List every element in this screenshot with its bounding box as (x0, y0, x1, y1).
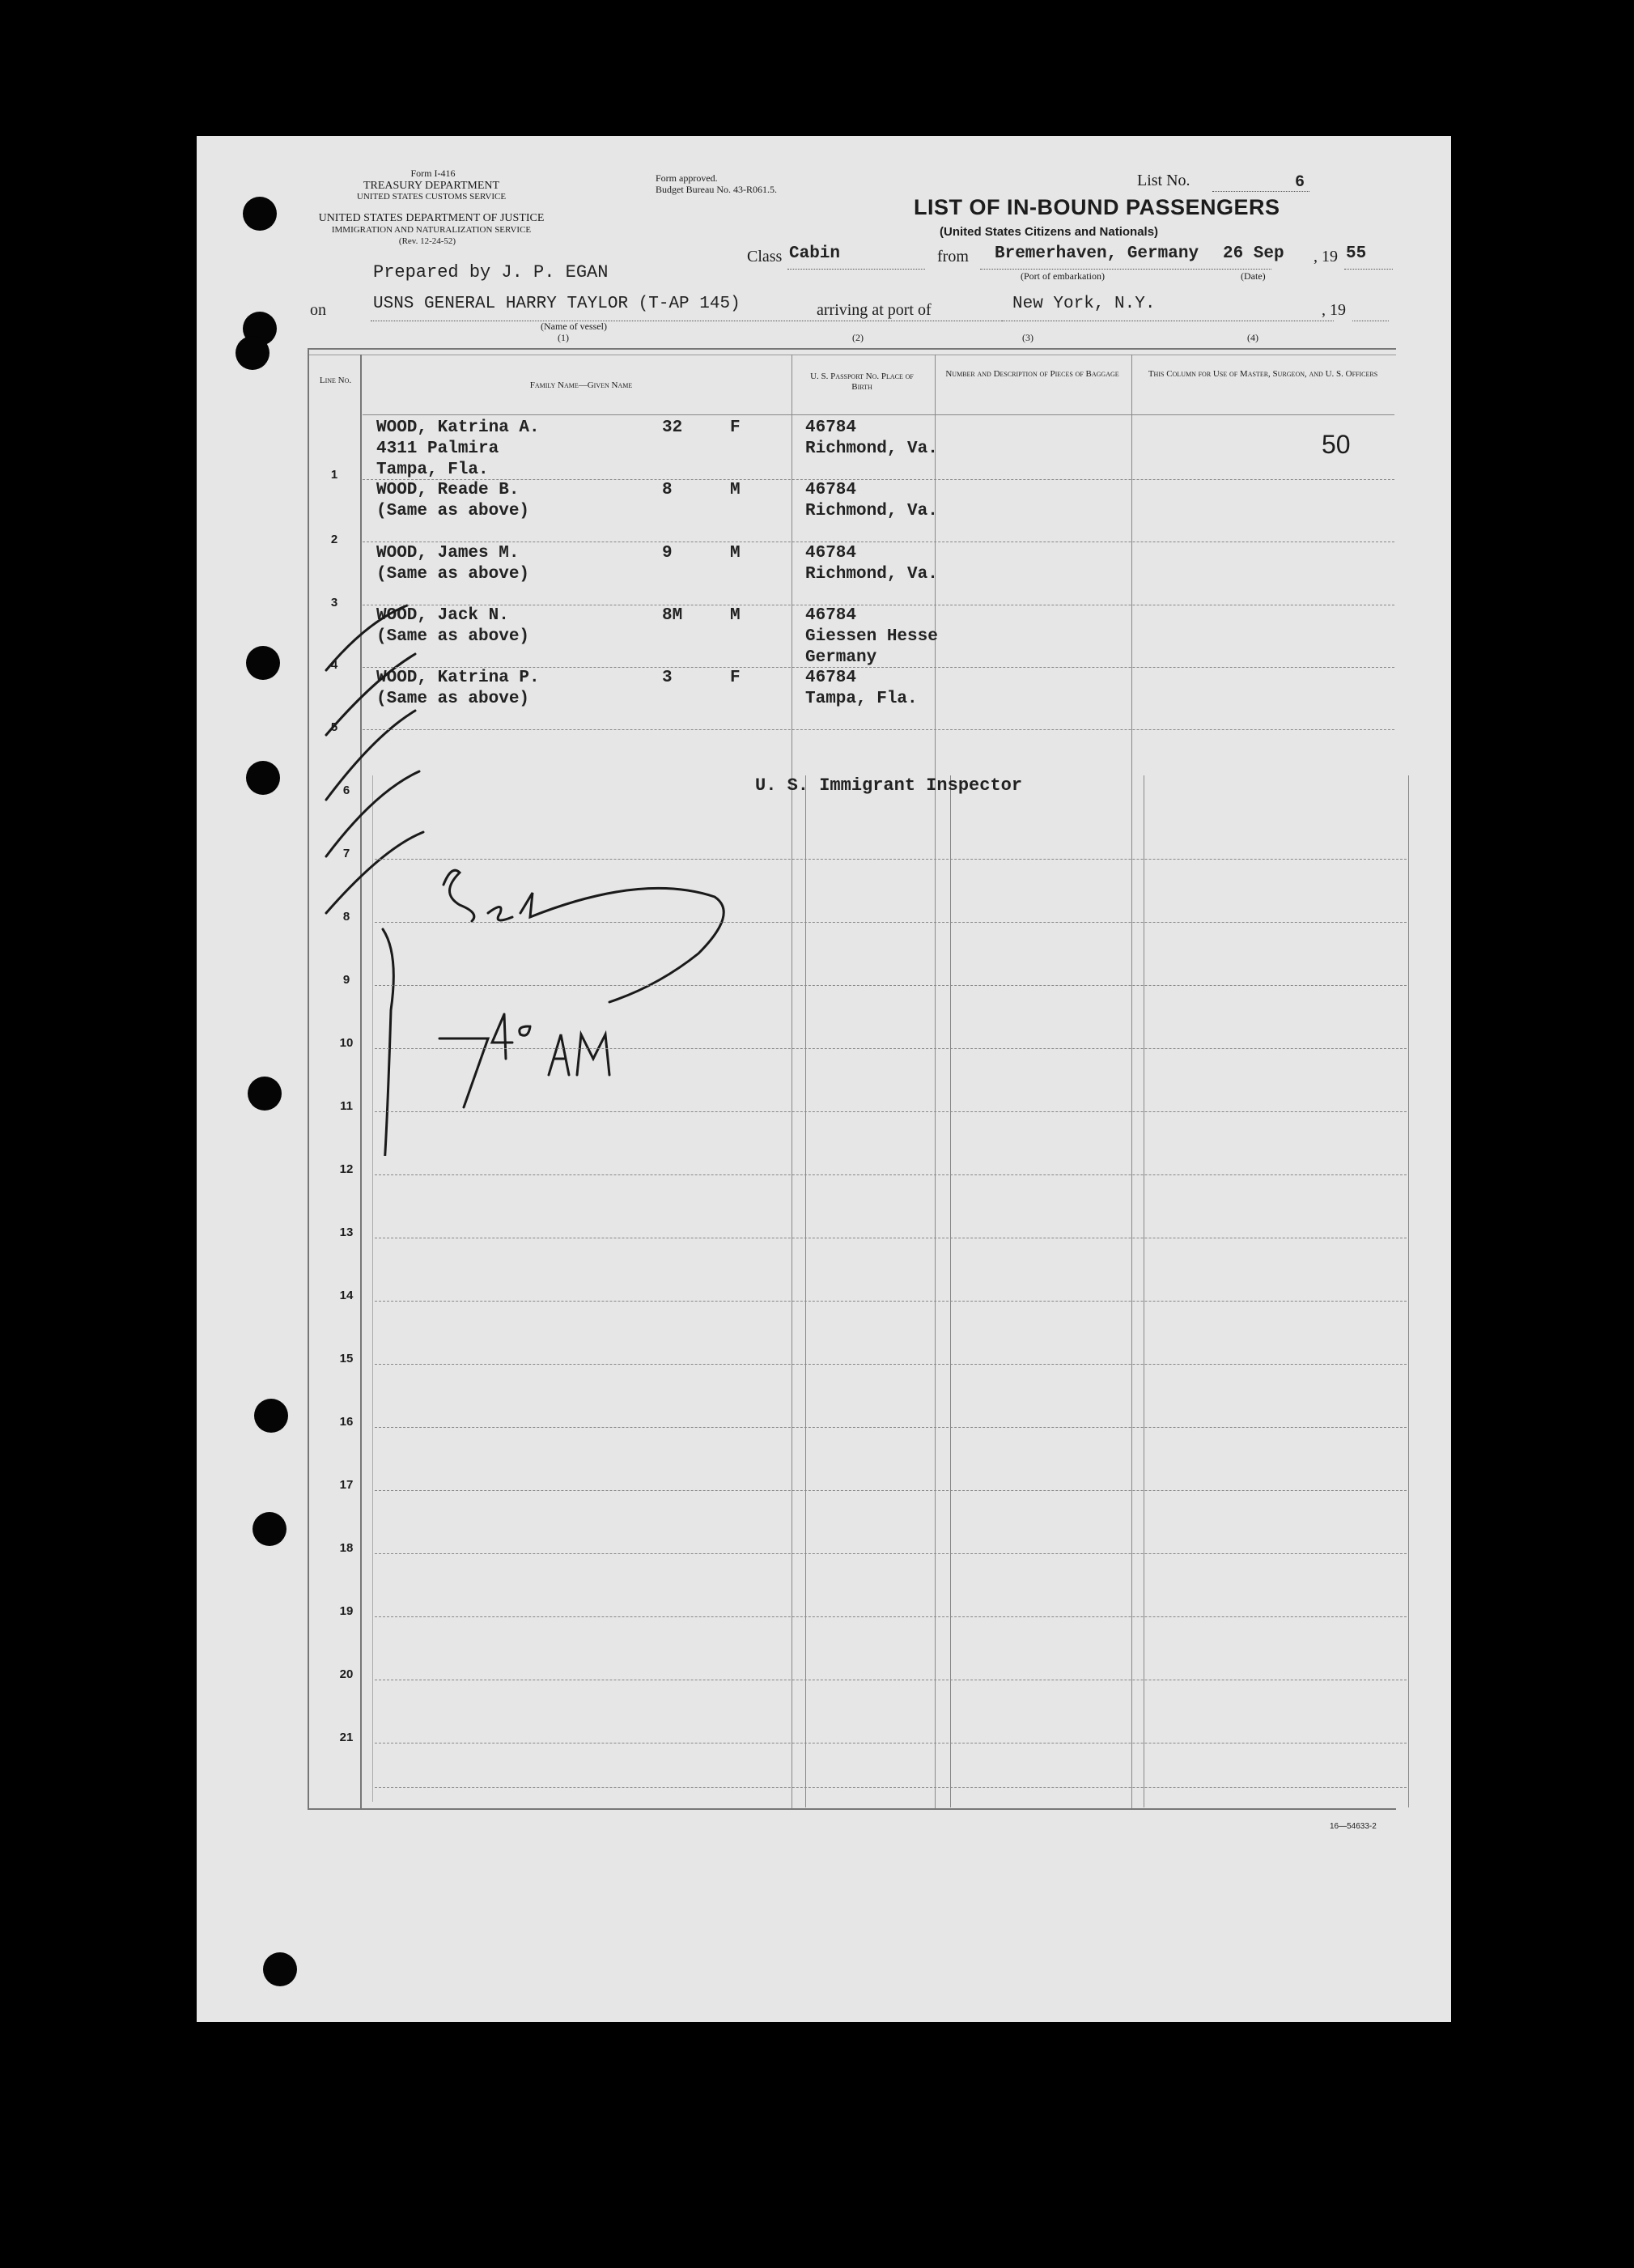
ins-service: IMMIGRATION AND NATURALIZATION SERVICE (331, 225, 532, 235)
binder-hole (253, 1512, 286, 1546)
passenger-name: WOOD, Katrina P. (376, 669, 540, 687)
arriving-port: New York, N.Y. (1012, 295, 1156, 313)
page-subtitle: (United States Citizens and Nationals) (940, 225, 1159, 239)
col-officers-header: This Column for Use of Master, Surgeon, and U. S. Officers (1148, 369, 1378, 379)
passport-no: 46784 (805, 481, 857, 499)
line-number: 3 (330, 596, 338, 609)
footer-code: 16—54633-2 (1330, 1822, 1377, 1831)
passenger-city: Tampa, Fla. (376, 461, 489, 479)
passenger-sex: M (730, 481, 741, 499)
from-port: Bremerhaven, Germany (995, 244, 1199, 263)
line-number: 5 (330, 720, 338, 734)
line-number: 4 (330, 658, 338, 672)
line-number: 14 (339, 1289, 354, 1302)
table-top-rule (308, 348, 1396, 350)
port-caption: (Port of embarkation) (1021, 270, 1105, 282)
budget-bureau-no: Budget Bureau No. 43-R061.5. (656, 184, 777, 195)
passenger-age: 8 (662, 481, 673, 499)
col-name-header: Family Name—Given Name (529, 380, 633, 390)
birthplace: Richmond, Va. (805, 502, 938, 520)
line-number: 10 (339, 1036, 354, 1050)
revision-date: (Rev. 12-24-52) (398, 236, 456, 246)
arriving-label: arriving at port of (817, 301, 932, 319)
binder-hole (248, 1077, 282, 1111)
birthplace: Richmond, Va. (805, 440, 938, 458)
passenger-name: WOOD, Jack N. (376, 606, 509, 625)
passport-no: 46784 (805, 418, 857, 437)
passenger-age: 9 (662, 544, 673, 563)
manifest-sheet (197, 136, 1451, 2022)
date-caption: (Date) (1241, 270, 1266, 282)
col-baggage-header: Number and Description of Pieces of Baggage (945, 369, 1119, 379)
line-number: 12 (339, 1162, 354, 1176)
line-number: 20 (339, 1667, 354, 1681)
passenger-address: (Same as above) (376, 690, 530, 708)
binder-hole (236, 336, 270, 370)
binder-hole (246, 761, 280, 795)
passenger-address: (Same as above) (376, 627, 530, 646)
date-value: 26 Sep (1223, 244, 1284, 263)
col4-number: (4) (1247, 332, 1258, 343)
birthplace: Tampa, Fla. (805, 690, 918, 708)
binder-hole (254, 1399, 288, 1433)
line-number: 8 (342, 910, 350, 924)
list-no-value: 6 (1295, 173, 1305, 192)
line-number: 1 (330, 468, 338, 482)
list-no-label: List No. (1137, 172, 1190, 189)
passenger-sex: F (730, 418, 741, 437)
vessel-caption: (Name of vessel) (541, 321, 607, 332)
line-number: 17 (339, 1478, 354, 1492)
customs-service: UNITED STATES CUSTOMS SERVICE (356, 192, 507, 202)
binder-hole (243, 197, 277, 231)
class-label: Class (747, 248, 783, 265)
passenger-age: 3 (662, 669, 673, 687)
line-number: 7 (342, 847, 350, 860)
line-number: 19 (339, 1604, 354, 1618)
inspector-stamp: U. S. Immigrant Inspector (755, 775, 1023, 796)
line-number: 9 (342, 973, 350, 987)
passenger-sex: M (730, 606, 741, 625)
justice-dept: UNITED STATES DEPARTMENT OF JUSTICE (318, 212, 545, 224)
treasury-dept: TREASURY DEPARTMENT (363, 180, 500, 192)
col-line-no-header: Line No. (319, 376, 352, 385)
passenger-sex: M (730, 544, 741, 563)
year-prefix: , 19 (1314, 248, 1338, 265)
line-number: 16 (339, 1415, 354, 1429)
year-value: 55 (1346, 244, 1367, 263)
officer-mark: 50 (1322, 430, 1351, 459)
passenger-age: 8M (662, 606, 683, 625)
line-number: 18 (339, 1541, 354, 1555)
passport-no: 46784 (805, 669, 857, 687)
binder-hole (263, 1952, 297, 1986)
birthplace: Giessen Hesse (805, 627, 938, 646)
on-label: on (310, 301, 326, 319)
passport-no: 46784 (805, 606, 857, 625)
line-number: 15 (339, 1352, 354, 1365)
passenger-address: 4311 Palmira (376, 440, 499, 458)
class-value: Cabin (789, 244, 841, 263)
passenger-age: 32 (662, 418, 683, 437)
col-passport-header: U. S. Passport No. Place of Birth (810, 372, 914, 392)
vessel-name: USNS GENERAL HARRY TAYLOR (T-AP 145) (373, 295, 741, 313)
passenger-address: (Same as above) (376, 502, 530, 520)
handwritten-signature (318, 573, 933, 1156)
line-number: 21 (339, 1731, 354, 1744)
binder-hole (246, 646, 280, 680)
line-number: 13 (339, 1225, 354, 1239)
col3-number: (3) (1022, 332, 1033, 343)
arrival-year-prefix: , 19 (1322, 301, 1346, 319)
birthplace-country: Germany (805, 648, 877, 667)
form-approved: Form approved. (656, 172, 718, 184)
prepared-by: Prepared by J. P. EGAN (373, 262, 609, 282)
passenger-name: WOOD, James M. (376, 544, 520, 563)
passenger-sex: F (730, 669, 741, 687)
form-id: Form I-416 (410, 168, 456, 179)
line-number: 11 (340, 1099, 353, 1113)
line-number: 2 (330, 533, 338, 546)
from-label: from (937, 248, 969, 265)
col2-number: (2) (852, 332, 864, 343)
birthplace: Richmond, Va. (805, 565, 938, 584)
col1-number: (1) (558, 332, 569, 343)
passenger-address: (Same as above) (376, 565, 530, 584)
page-title: LIST OF IN-BOUND PASSENGERS (914, 195, 1280, 219)
line-number: 6 (342, 784, 350, 797)
passenger-name: WOOD, Katrina A. (376, 418, 540, 437)
passenger-name: WOOD, Reade B. (376, 481, 520, 499)
passport-no: 46784 (805, 544, 857, 563)
